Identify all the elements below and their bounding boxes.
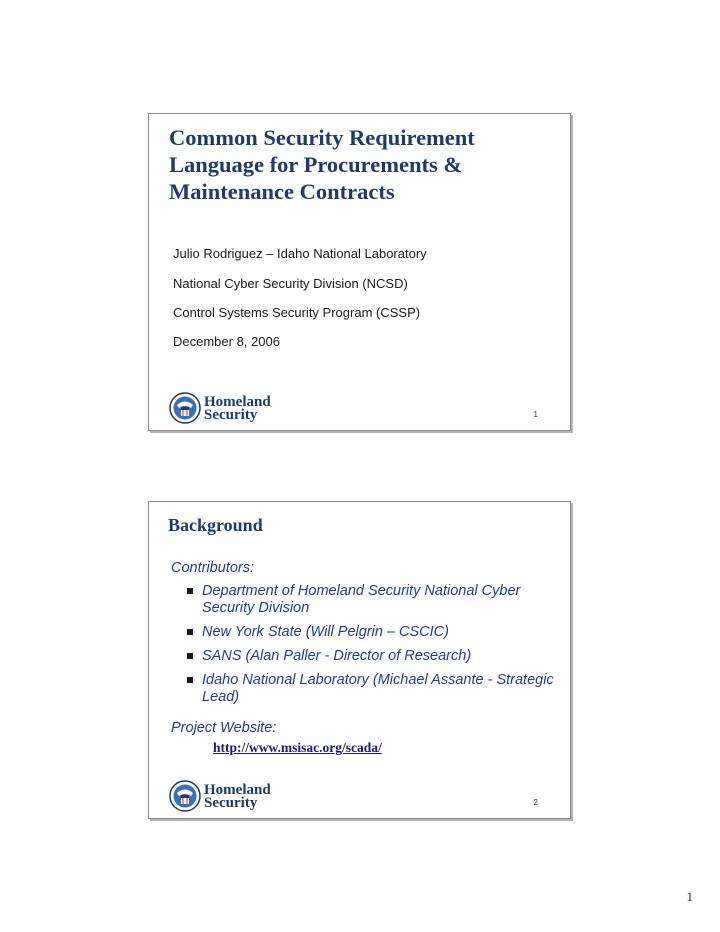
logo-text-homeland: Homeland <box>204 782 271 798</box>
division-line: National Cyber Security Division (NCSD) <box>173 276 408 291</box>
website-label: Project Website: <box>171 720 277 736</box>
list-item: New York State (Will Pelgrin – CSCIC) <box>187 624 557 641</box>
slide-number: 2 <box>533 798 538 807</box>
bullet-square-icon <box>187 653 193 659</box>
bullet-square-icon <box>187 588 193 594</box>
homeland-security-logo <box>169 780 279 814</box>
dhs-seal-icon <box>169 392 201 424</box>
list-item: Department of Homeland Security National Cyber Security Division <box>187 583 557 617</box>
list-item: Idaho National Laboratory (Michael Assante - Strategic Lead) <box>187 672 557 706</box>
slide-1-title: Common Security Requirement Language for Procurements & Maintenance Contracts <box>169 125 475 204</box>
list-item: SANS (Alan Paller - Director of Research) <box>187 648 557 665</box>
slide-number: 1 <box>533 410 538 419</box>
slide-1 <box>148 113 571 431</box>
contributors-label: Contributors: <box>171 560 255 576</box>
bullet-square-icon <box>187 629 193 635</box>
presenter-line: Julio Rodriguez – Idaho National Laboratory <box>173 246 427 261</box>
date-line: December 8, 2006 <box>173 334 280 349</box>
slide-2 <box>148 501 571 819</box>
project-website-link[interactable]: http://www.msisac.org/scada/ <box>213 740 382 755</box>
page-number: 1 <box>686 889 693 904</box>
dhs-seal-icon <box>169 780 201 812</box>
slide-2-title: Background <box>168 515 263 535</box>
homeland-security-logo <box>169 392 279 426</box>
program-line: Control Systems Security Program (CSSP) <box>173 305 421 320</box>
logo-text-homeland: Homeland <box>204 394 271 410</box>
logo-text-security: Security <box>204 407 258 423</box>
bullet-square-icon <box>187 677 193 683</box>
logo-text-security: Security <box>204 795 258 811</box>
